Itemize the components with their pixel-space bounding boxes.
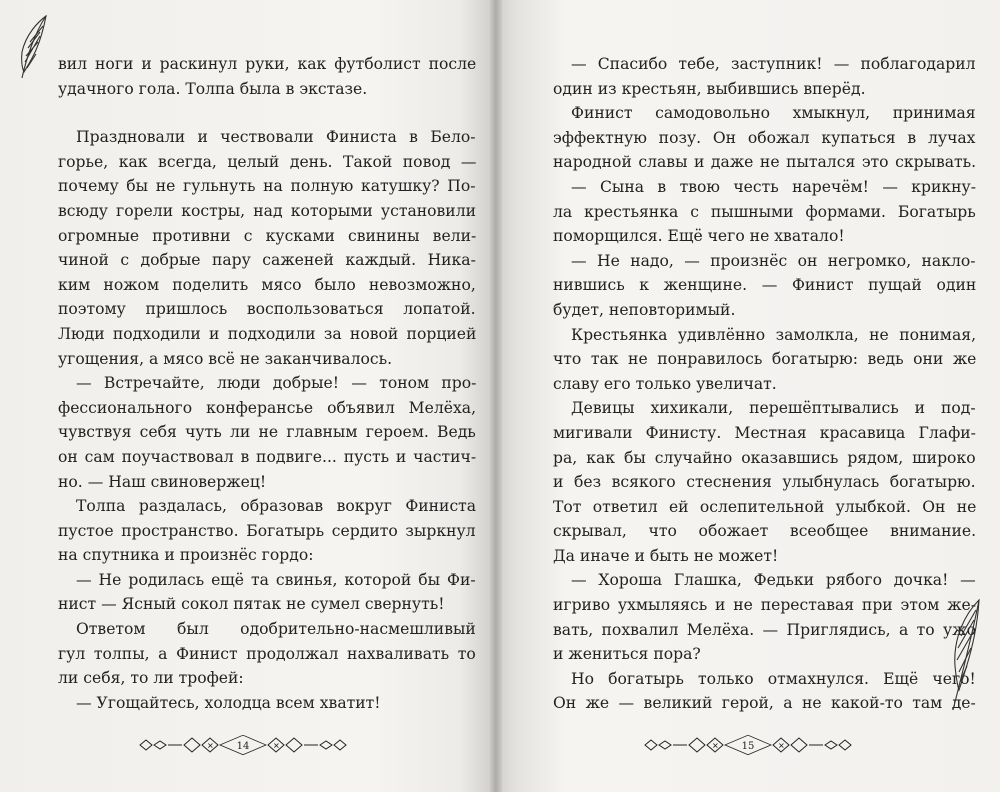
- text-line: — Спасибо тебе, заступник! — поблагодарил: [571, 55, 976, 73]
- right-page-text: [553, 52, 976, 716]
- text-line: ли себя, то ли трофей:: [58, 669, 244, 688]
- text-line: поморщился. Ещё чего не хватало!: [553, 227, 845, 246]
- page-number-ornament: [138, 735, 348, 755]
- text-line: Праздновали и чествовали Финиста в Бело-: [76, 128, 476, 147]
- text-line: пустое пространство. Богатырь сердито зыркнул: [58, 521, 476, 540]
- right-page: [495, 0, 1000, 792]
- text-line: поэтому пришлось воспользоваться лопатой.: [58, 300, 476, 319]
- left-page-text: [58, 52, 476, 715]
- text-line: — Встречайте, люди добрые! — тоном про-: [76, 374, 477, 393]
- text-line: и жениться пора?: [553, 645, 701, 664]
- text-line: Ответом был одобрительно-насмешливый: [76, 620, 476, 639]
- text-line: — Не родилась ещё та свинья, которой бы Фи-: [76, 570, 476, 589]
- text-line: чувствуя себя чуть ли не главным героем. Ведь: [58, 423, 476, 442]
- text-line: что так не понравилось богатырю: ведь они же: [553, 350, 977, 369]
- text-line: Крестьянка удивлённо замолкла, не понимая,: [571, 325, 977, 344]
- svg-text:✕: ✕: [207, 741, 214, 751]
- text-line: Финист самодовольно хмыкнул, принимая: [571, 104, 976, 123]
- text-line: Толпа раздалась, образовав вокруг Финиста: [76, 497, 477, 516]
- text-line: славу его только увеличат.: [553, 374, 777, 393]
- text-line: ким ножом поделить мясо было невозможно,: [58, 275, 476, 294]
- text-line: Но богатырь только отмахнулся. Ещё чего!: [571, 669, 976, 688]
- text-line: но. — Наш свиновержец!: [58, 472, 267, 491]
- page-number: 15: [741, 741, 755, 752]
- text-line: нист — Ясный сокол пятак не сумел свернуть!: [58, 595, 445, 614]
- text-line: игриво ухмыляясь и не переставая при этом же-: [553, 596, 977, 615]
- text-line: Люди подходили и подходили за новой порцией: [58, 324, 477, 343]
- text-line: почему бы не гульнуть на полную катушку? По-: [58, 177, 476, 196]
- text-line: Тот ответил ей ослепительной улыбкой. Он не: [553, 497, 977, 516]
- text-line: вил ноги и раскинул руки, как футболист после: [58, 55, 477, 73]
- page-number-ornament: [643, 735, 853, 755]
- text-line: нившись к женщине. — Финист пущай один: [553, 276, 977, 295]
- feather-icon: [945, 596, 985, 714]
- svg-text:✕: ✕: [273, 741, 280, 751]
- text-line: фессионального конферансье объявил Мелёха,: [58, 398, 477, 417]
- text-line: он сам поучаствовал в подвиге... пусть и частич-: [58, 447, 477, 466]
- page-number: 14: [236, 741, 250, 752]
- text-line: скрывал, что обожает всеобщее внимание.: [553, 522, 977, 541]
- text-line: и без всякого стеснения улыбнулась богатырю.: [553, 473, 976, 492]
- text-line: огромные противни с кусками свинины вели-: [58, 226, 477, 245]
- text-line: ра, как бы случайно оказавшись рядом, широко: [553, 448, 976, 467]
- text-line: всюду горели костры, над которыми установили: [58, 201, 477, 220]
- text-line: ла крестьянка с пышными формами. Богатырь: [553, 202, 976, 221]
- text-line: Да иначе и быть не может!: [553, 546, 779, 565]
- book-gutter: [490, 0, 502, 792]
- left-page: [0, 0, 495, 792]
- text-line: — Хороша Глашка, Федьки рябого дочка! —: [571, 571, 976, 590]
- text-line: чиной с добрые пару саженей каждый. Ника-: [58, 251, 476, 270]
- text-line: будет, неповторимый.: [553, 300, 736, 319]
- svg-text:✕: ✕: [778, 741, 785, 751]
- feather-icon: [16, 12, 50, 82]
- text-line: Девицы хихикали, перешёптывались и под-: [571, 399, 976, 418]
- text-line: — Сына в твою честь наречём! — крикну-: [571, 177, 977, 196]
- text-line: народной славы и даже не пытался это скрывать.: [553, 153, 977, 172]
- text-line: мигивали Финисту. Местная красавица Глафи-: [553, 423, 976, 442]
- text-line: — Угощайтесь, холодца всем хватит!: [76, 693, 381, 712]
- text-line: Он же — великий герой, а не какой-то там де-: [553, 694, 976, 713]
- text-line: вать, похвалил Мелёха. — Приглядись, а то ужо: [553, 620, 976, 639]
- text-line: эффектную позу. Он обожал купаться в лучах: [553, 128, 976, 147]
- text-line: угощения, а мясо всё не заканчивалось.: [58, 349, 393, 368]
- svg-text:✕: ✕: [712, 741, 719, 751]
- text-line: один из крестьян, выбившись вперёд.: [553, 79, 866, 98]
- text-line: на спутника и произнёс гордо:: [58, 546, 314, 565]
- text-line: удачного гола. Толпа была в экстазе.: [58, 79, 368, 98]
- text-line: гул толпы, а Финист продолжал нахваливать то: [58, 644, 476, 663]
- text-line: — Не надо, — произнёс он негромко, накло-: [571, 251, 976, 270]
- text-line: горье, как всегда, целый день. Такой повод —: [58, 152, 477, 171]
